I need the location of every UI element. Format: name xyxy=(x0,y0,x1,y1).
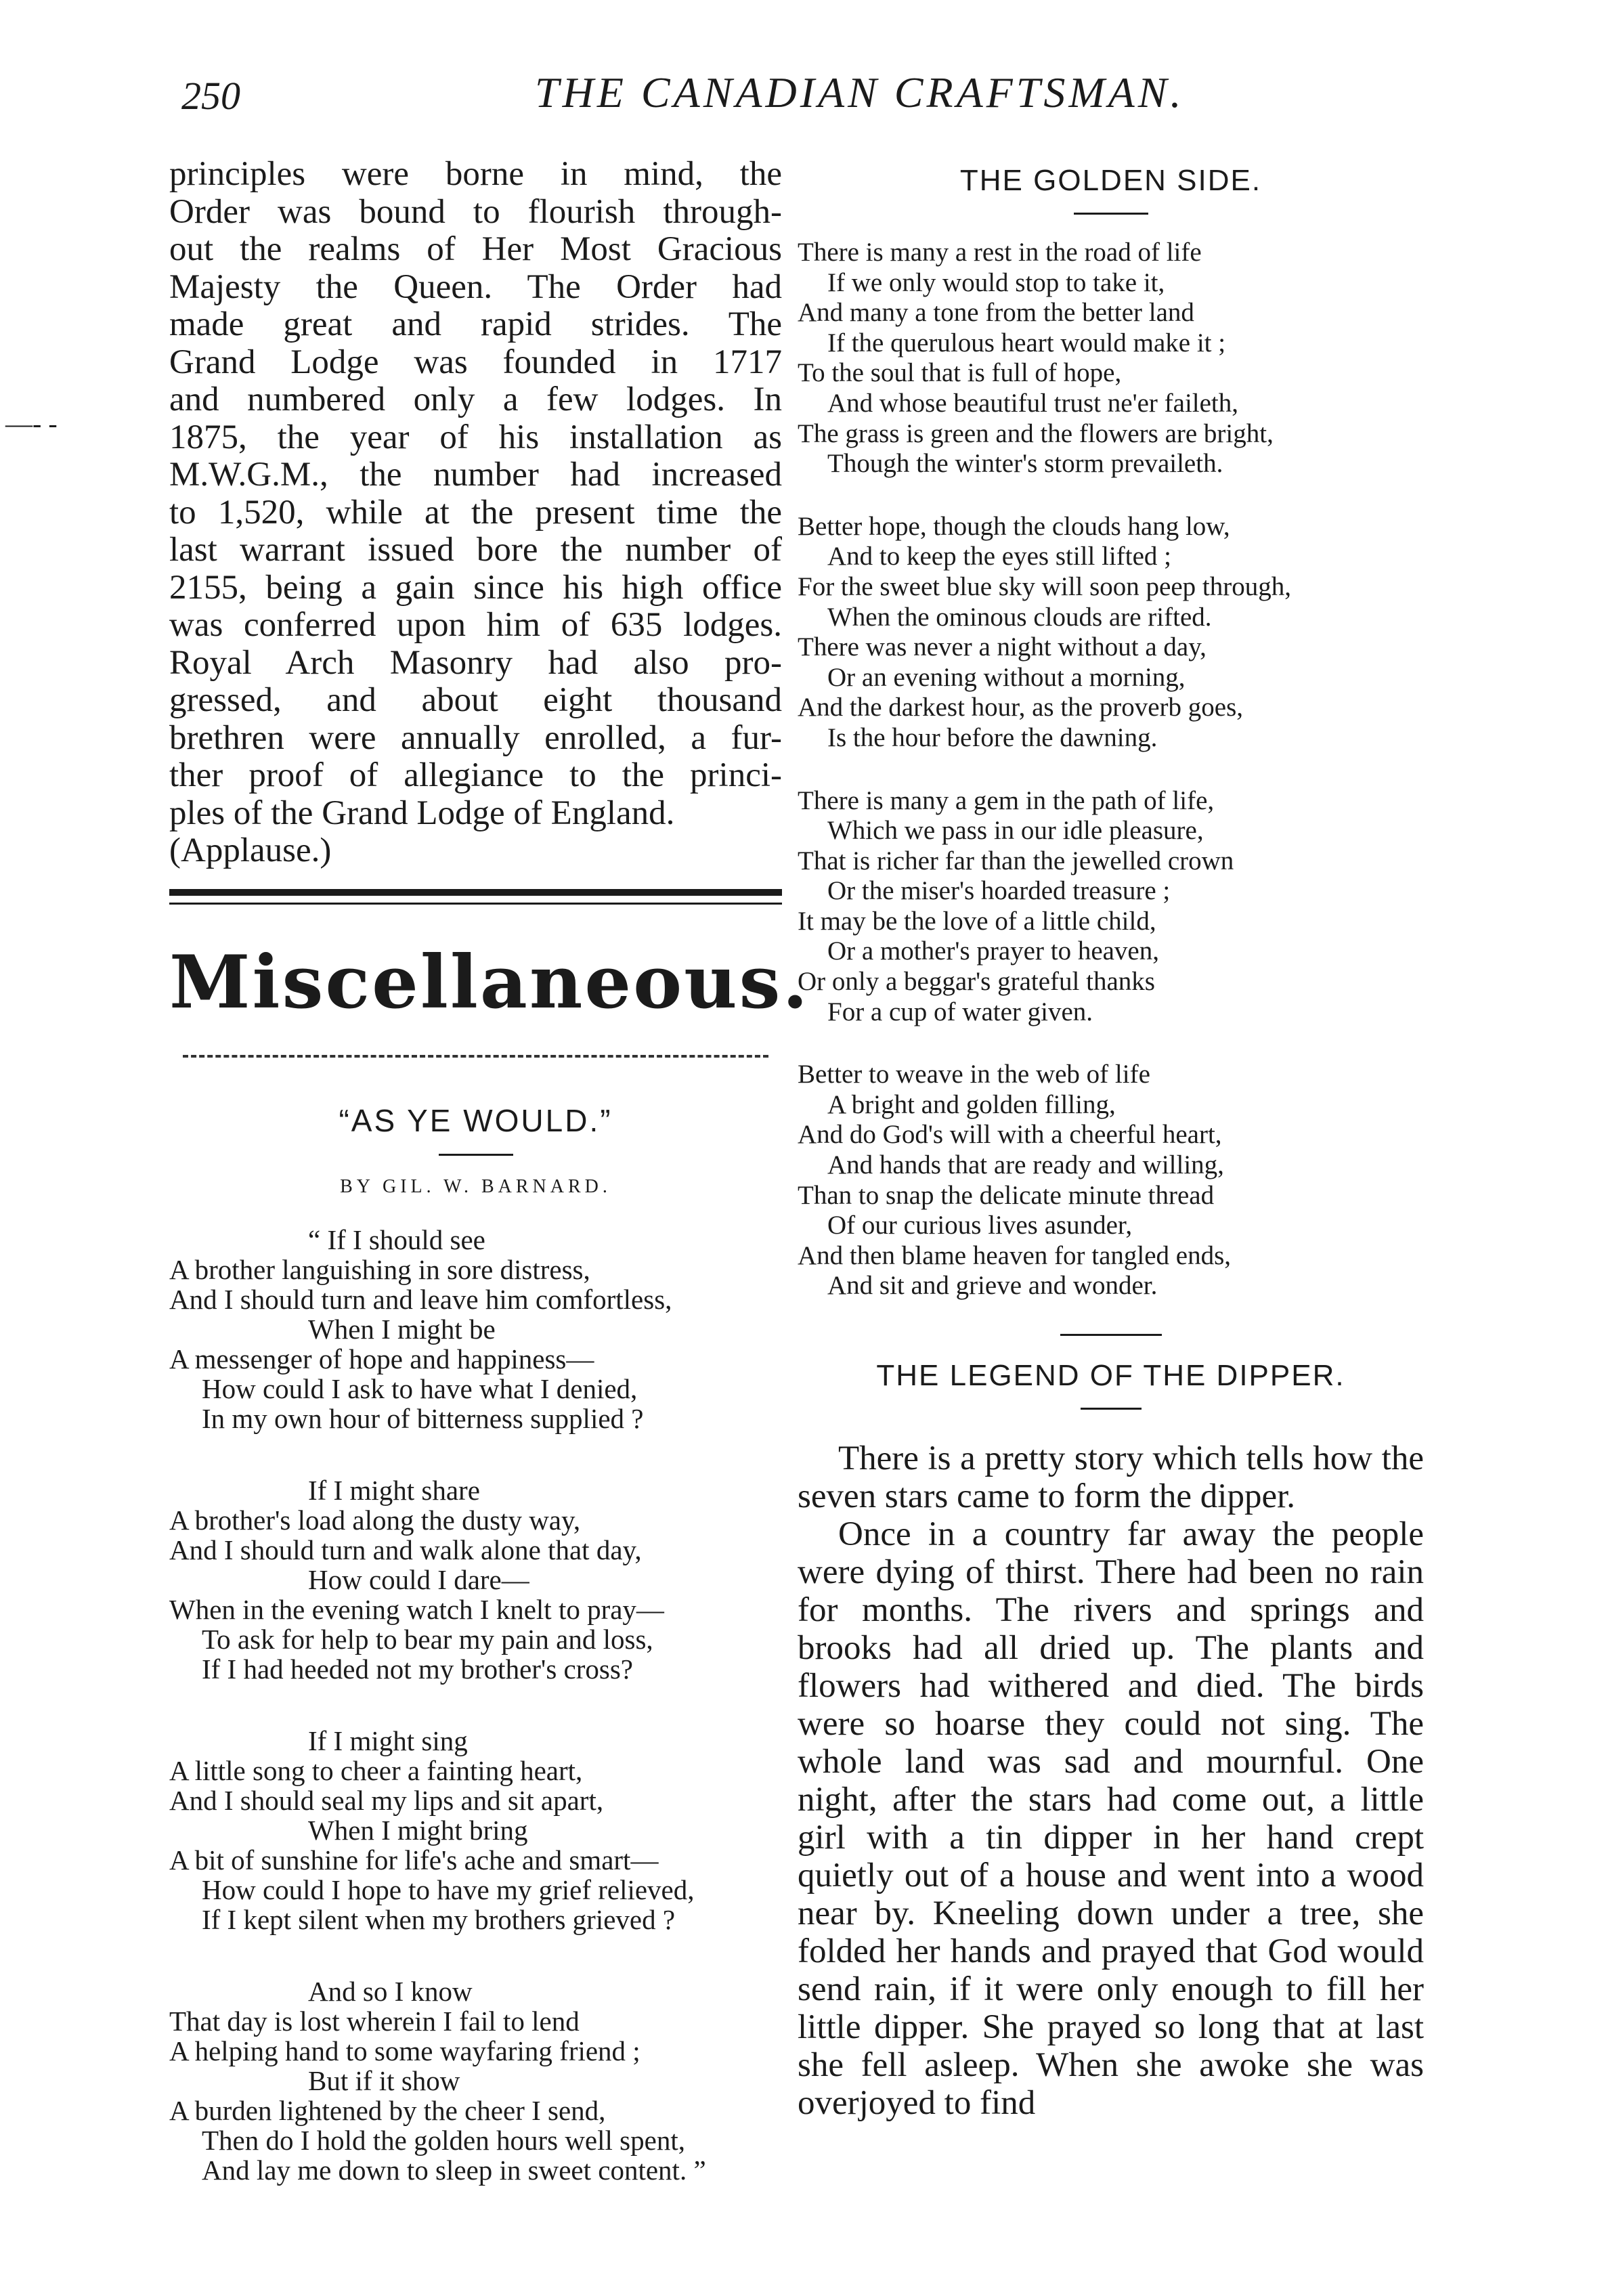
poem-line: Better hope, though the clouds hang low, xyxy=(798,511,1230,541)
poem-line: When the ominous clouds are rifted. xyxy=(827,602,1212,632)
poem-line: And sit and grieve and wonder. xyxy=(827,1271,1158,1301)
poem-line: If we only would stop to take it, xyxy=(827,267,1165,297)
poem-title: “AS YE WOULD.” xyxy=(339,1102,613,1138)
poem-line: Or a mother's prayer to heaven, xyxy=(827,936,1159,966)
section-rule-thick xyxy=(169,889,782,896)
margin-mark: —- - xyxy=(5,408,58,439)
poem-line: Though the winter's storm prevaileth. xyxy=(827,449,1223,479)
section-rule-thin xyxy=(169,903,782,905)
poem-line: And then blame heaven for tangled ends, xyxy=(798,1240,1232,1270)
poem-line: Then do I hold the golden hours well spent, xyxy=(202,2124,685,2156)
speech-line: Royal Arch Masonry had also pro- xyxy=(169,643,782,682)
poem-line: Than to snap the delicate minute thread xyxy=(798,1180,1215,1210)
poem-line: That is richer far than the jewelled crown xyxy=(798,846,1234,875)
poem-line: A little song to cheer a fainting heart, xyxy=(169,1754,583,1786)
poem-stanza xyxy=(798,786,1424,1028)
poem-stanza xyxy=(798,238,1424,479)
poem-line: And many a tone from the better land xyxy=(798,298,1194,328)
poem-stanza xyxy=(169,1225,782,1433)
poem-line: There is many a gem in the path of life, xyxy=(798,785,1215,815)
poem-line: And so I know xyxy=(308,1975,473,2007)
speech-line: to 1,520, while at the present time the xyxy=(169,493,782,532)
speech-line: Grand Lodge was founded in 1717 xyxy=(169,343,782,381)
right-column xyxy=(798,154,1424,2122)
poem-line: And I should turn and walk alone that day, xyxy=(169,1534,642,1565)
speech-line: M.W.G.M., the number had increased xyxy=(169,456,782,494)
speech-line: principles were borne in mind, the xyxy=(169,155,782,193)
poem-line: For the sweet blue sky will soon peep through, xyxy=(798,571,1291,601)
poem-line: And to keep the eyes still lifted ; xyxy=(827,542,1171,571)
department-heading: Miscellaneous. xyxy=(169,939,810,1025)
poem-line: If I might sing xyxy=(308,1725,468,1756)
legend-paragraph: There is a pretty story which tells how the seven stars came to form the dipper. xyxy=(798,1439,1424,1515)
poem-line: For a cup of water given. xyxy=(827,997,1093,1026)
poem-line: In my own hour of bitterness supplied ? xyxy=(202,1402,644,1434)
poem-line: That day is lost wherein I fail to lend xyxy=(169,2005,580,2037)
poem-line: Or only a beggar's grateful thanks xyxy=(798,967,1155,997)
poem-stanza xyxy=(169,1726,782,1934)
poem-line: Or the miser's hoarded treasure ; xyxy=(827,876,1171,906)
poem-line: When I might be xyxy=(308,1313,496,1345)
poem-line: And lay me down to sleep in sweet content. ” xyxy=(202,2154,706,2186)
legend-paragraph: Once in a country far away the people were dying of thirst. There had been no rain for months. The rivers and springs and brooks had all dried up. The plants and flowers had withered and died. The birds were so hoarse they could not sing. The whole land was sad and mournful. One night, after the stars had come out, a little girl with a tin dipper in her hand crept quietly out of a house and went into a wood near by. Kneeling down under a tree, she folded her hands and prayed that God would send rain, if it were only enough to fill her little dipper. She prayed so long that at last she fell asleep. When she awoke she was overjoyed to find xyxy=(798,1515,1424,2122)
poem-line: “ If I should see xyxy=(308,1223,485,1255)
speech-line: ples of the Grand Lodge of England. xyxy=(169,794,675,832)
poem-line: If the querulous heart would make it ; xyxy=(827,328,1226,358)
poem-line: A brother's load along the dusty way, xyxy=(169,1504,581,1536)
poem-line: A helping hand to some wayfaring friend ; xyxy=(169,2035,640,2066)
poem-line: And whose beautiful trust ne'er faileth, xyxy=(827,388,1239,418)
left-column xyxy=(169,155,810,2186)
golden-side-title: THE GOLDEN SIDE. xyxy=(959,164,1262,197)
poem-line: If I kept silent when my brothers grieved ? xyxy=(202,1903,676,1935)
poem-line: When in the evening watch I knelt to pray— xyxy=(169,1593,664,1625)
speech-line: Majesty the Queen. The Order had xyxy=(169,267,782,306)
speech-line: 2155, being a gain since his high office xyxy=(169,568,782,607)
poem-stanza xyxy=(169,1475,782,1684)
poem-line: A messenger of hope and happiness— xyxy=(169,1343,594,1374)
poem-line: Which we pass in our idle pleasure, xyxy=(827,816,1204,846)
section-divider xyxy=(1060,1334,1162,1336)
page-number: 250 xyxy=(181,74,240,118)
speech-line: gressed, and about eight thousand xyxy=(169,681,782,719)
poem-line: Is the hour before the dawning. xyxy=(827,722,1158,752)
poem-line: And I should turn and leave him comfortless, xyxy=(169,1283,672,1315)
title-rule xyxy=(1074,213,1148,215)
speech-line: Order was bound to flourish through- xyxy=(169,192,782,231)
poem-line: There was never a night without a day, xyxy=(798,632,1207,662)
poem-golden-side xyxy=(798,238,1424,1301)
poem-line: A brother languishing in sore distress, xyxy=(169,1253,590,1285)
speech-line: out the realms of Her Most Gracious xyxy=(169,230,782,268)
poem-line: Or an evening without a morning, xyxy=(827,662,1186,692)
speech-line: last warrant issued bore the number of xyxy=(169,531,782,569)
poem-line: And I should seal my lips and sit apart, xyxy=(169,1784,604,1816)
poem-byline: BY GIL. W. BARNARD. xyxy=(340,1175,611,1197)
speech-line: was conferred upon him of 635 lodges. xyxy=(169,606,782,644)
poem-line: To the soul that is full of hope, xyxy=(798,358,1122,388)
speech-line: made great and rapid strides. The xyxy=(169,305,782,343)
poem-stanza xyxy=(798,512,1424,754)
poem-line: How could I hope to have my grief relieved, xyxy=(202,1873,695,1905)
poem-as-ye-would xyxy=(169,1225,782,2185)
poem-line: And do God's will with a cheerful heart, xyxy=(798,1120,1222,1150)
poem-line: Of our curious lives asunder, xyxy=(827,1211,1133,1240)
running-head: THE CANADIAN CRAFTSMAN. xyxy=(535,68,1185,116)
legend-article xyxy=(798,1439,1424,2122)
poem-line: A burden lightened by the cheer I send, xyxy=(169,2094,606,2126)
speech-line: brethren were annually enrolled, a fur- xyxy=(169,718,782,757)
poem-line: And hands that are ready and willing, xyxy=(827,1150,1224,1180)
title-rule xyxy=(439,1154,513,1156)
speech-line: 1875, the year of his installation as xyxy=(169,418,782,456)
poem-line: There is many a rest in the road of life xyxy=(798,238,1202,267)
poem-stanza xyxy=(169,1976,782,2185)
poem-line: And the darkest hour, as the proverb goes, xyxy=(798,693,1244,722)
poem-line: When I might bring xyxy=(308,1814,528,1846)
poem-line: How could I ask to have what I denied, xyxy=(202,1372,638,1404)
poem-line: It may be the love of a little child, xyxy=(798,906,1156,936)
legend-title: THE LEGEND OF THE DIPPER. xyxy=(876,1359,1345,1392)
poem-line: If I had heeded not my brother's cross? xyxy=(202,1653,633,1685)
speech-continuation xyxy=(169,156,782,870)
speech-line: (Applause.) xyxy=(169,831,332,869)
dashed-rule xyxy=(183,1055,768,1058)
poem-line: But if it show xyxy=(308,2064,460,2096)
title-rule xyxy=(1081,1408,1142,1410)
poem-stanza xyxy=(798,1060,1424,1301)
poem-line: Better to weave in the web of life xyxy=(798,1060,1150,1089)
poem-line: A bright and golden filling, xyxy=(827,1089,1116,1119)
speech-line: ther proof of allegiance to the princi- xyxy=(169,756,782,794)
poem-line: If I might share xyxy=(308,1474,480,1506)
poem-line: The grass is green and the flowers are bright, xyxy=(798,418,1274,448)
poem-line: To ask for help to bear my pain and loss, xyxy=(202,1623,653,1655)
poem-line: How could I dare— xyxy=(308,1563,529,1595)
poem-line: A bit of sunshine for life's ache and smart— xyxy=(169,1844,659,1876)
speech-line: and numbered only a few lodges. In xyxy=(169,381,782,418)
